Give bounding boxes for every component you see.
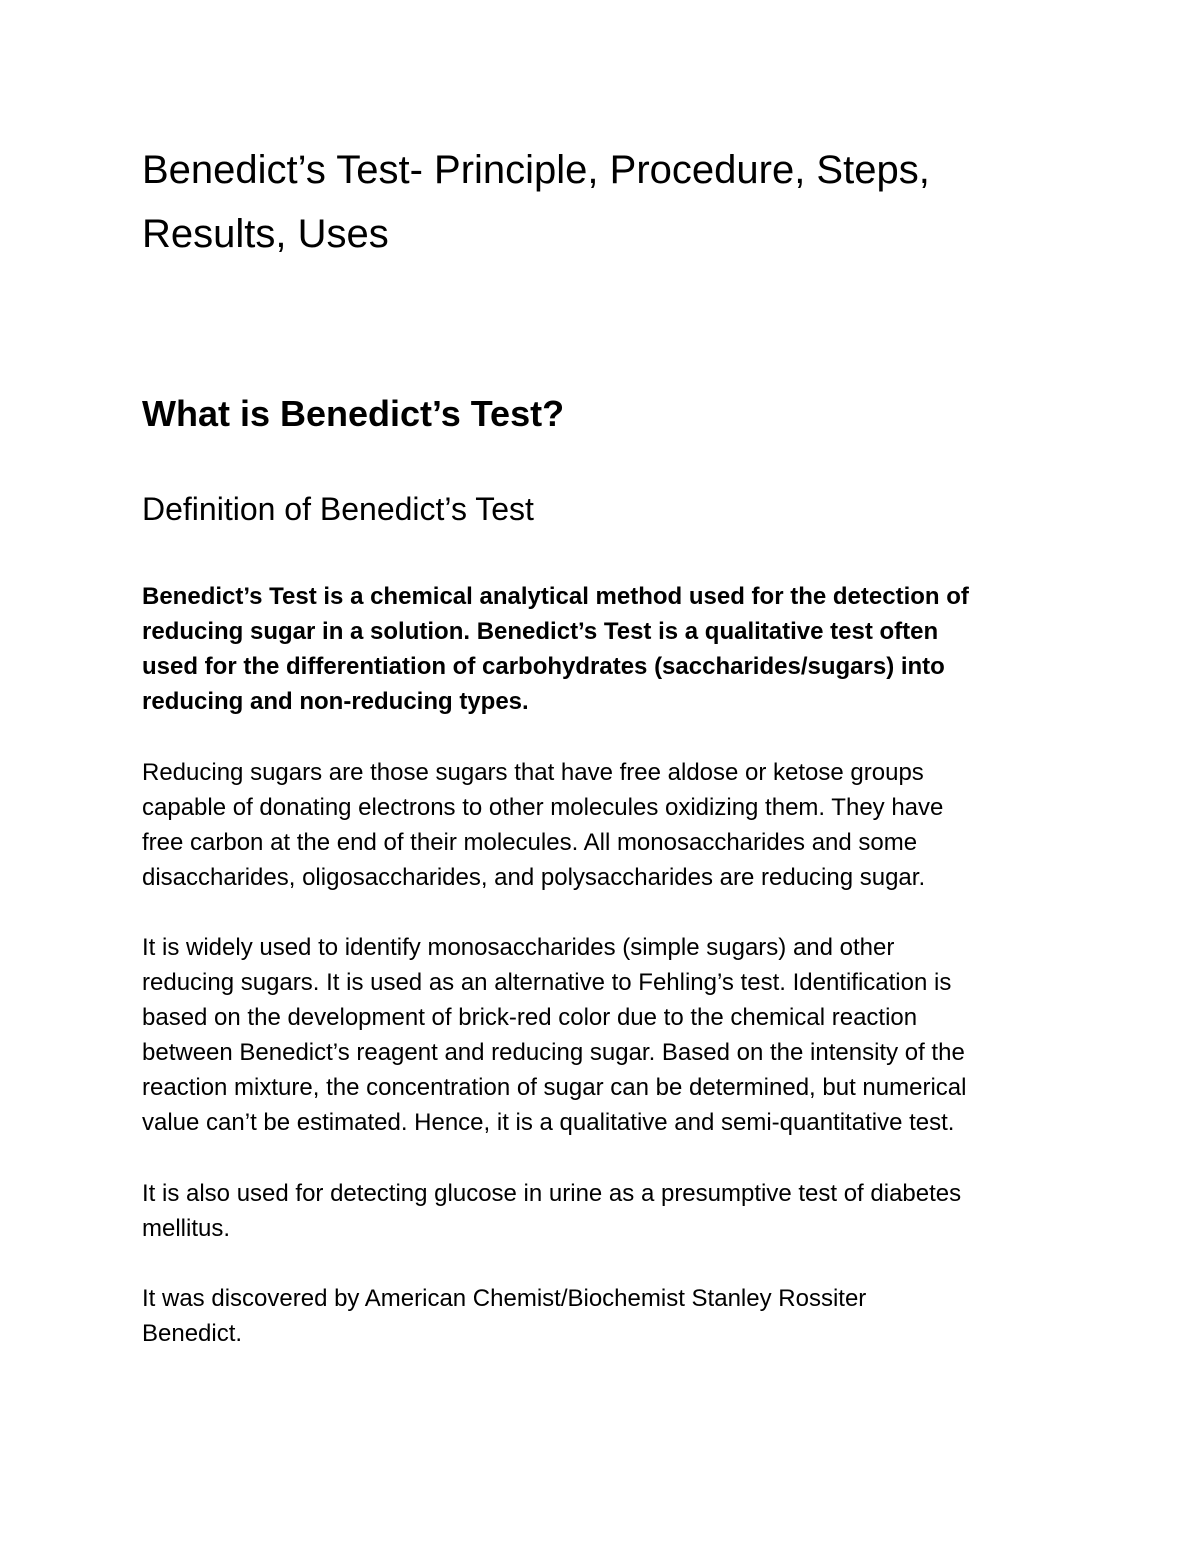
paragraph-line: free carbon at the end of their molecules. All monosaccharides and some bbox=[142, 829, 918, 856]
usage-paragraph bbox=[142, 930, 1062, 1140]
paragraph-line: It is also used for detecting glucose in urine as a presumptive test of diabetes bbox=[142, 1180, 962, 1207]
paragraph-line: reducing sugars. It is used as an alternative to Fehling’s test. Identification is bbox=[142, 969, 952, 996]
section-heading: What is Benedict’s Test? bbox=[142, 393, 565, 434]
title-line: Benedict’s Test- Principle, Procedure, Steps, bbox=[142, 148, 930, 192]
paragraph-line: disaccharides, oligosaccharides, and polysaccharides are reducing sugar. bbox=[142, 864, 926, 891]
paragraph-line: capable of donating electrons to other molecules oxidizing them. They have bbox=[142, 794, 944, 821]
title-line: Results, Uses bbox=[142, 212, 389, 256]
glucose-paragraph bbox=[142, 1176, 1062, 1246]
paragraph-line: reducing sugar in a solution. Benedict’s Test is a qualitative test often bbox=[142, 618, 939, 645]
paragraph-line: value can’t be estimated. Hence, it is a qualitative and semi-quantitative test. bbox=[142, 1109, 955, 1136]
reducing-sugars-paragraph bbox=[142, 755, 1062, 895]
paragraph-line: between Benedict’s reagent and reducing sugar. Based on the intensity of the bbox=[142, 1039, 965, 1066]
paragraph-line: Benedict. bbox=[142, 1320, 243, 1347]
paragraph-line: reaction mixture, the concentration of sugar can be determined, but numerical bbox=[142, 1074, 967, 1101]
definition-heading: Definition of Benedict’s Test bbox=[142, 491, 534, 527]
document-title bbox=[142, 138, 1062, 266]
definition-paragraph bbox=[142, 579, 1062, 719]
paragraph-line: reducing and non-reducing types. bbox=[142, 688, 529, 715]
paragraph-line: It was discovered by American Chemist/Biochemist Stanley Rossiter bbox=[142, 1285, 867, 1312]
discovery-paragraph bbox=[142, 1281, 1062, 1351]
paragraph-line: mellitus. bbox=[142, 1215, 231, 1242]
paragraph-line: It is widely used to identify monosaccharides (simple sugars) and other bbox=[142, 934, 895, 961]
paragraph-line: used for the differentiation of carbohydrates (saccharides/sugars) into bbox=[142, 653, 945, 680]
paragraph-line: Benedict’s Test is a chemical analytical method used for the detection of bbox=[142, 583, 969, 610]
paragraph-line: based on the development of brick-red color due to the chemical reaction bbox=[142, 1004, 918, 1031]
paragraph-line: Reducing sugars are those sugars that have free aldose or ketose groups bbox=[142, 759, 924, 786]
